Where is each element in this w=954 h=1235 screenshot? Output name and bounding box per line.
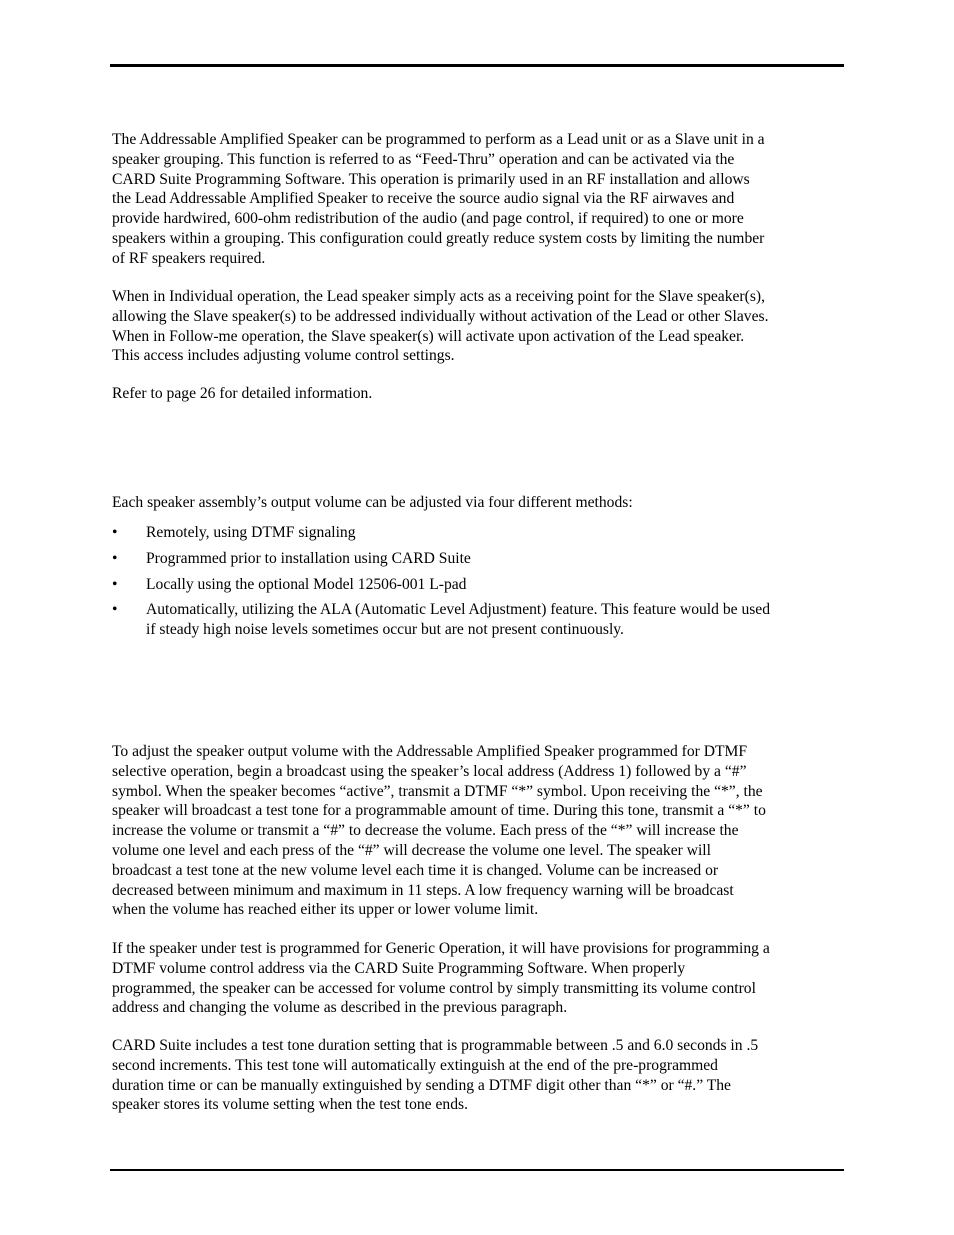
text-line: speaker grouping. This function is referred to as “Feed-Thru” operation and can be activated via the bbox=[112, 150, 735, 168]
individual-operation-paragraph bbox=[112, 287, 844, 366]
bullet-icon: • bbox=[112, 549, 118, 567]
list-item bbox=[112, 549, 844, 569]
text-line: The Addressable Amplified Speaker can be programmed to perform as a Lead unit or as a Slave unit in a bbox=[112, 131, 765, 148]
text-line: DTMF volume control address via the CARD Suite Programming Software. When properly bbox=[112, 959, 686, 977]
text-line: programmed, the speaker can be accessed for volume control by simply transmitting its volume control bbox=[112, 979, 756, 997]
dtmf-adjust-paragraph bbox=[112, 742, 844, 920]
text-line: Remotely, using DTMF signaling bbox=[146, 524, 356, 541]
text-line: Refer to page 26 for detailed information. bbox=[112, 385, 373, 402]
feed-thru-paragraph bbox=[112, 130, 844, 269]
text-line: volume one level and each press of the “#” will decrease the volume one level. The speaker will bbox=[112, 841, 711, 859]
generic-operation-paragraph bbox=[112, 939, 844, 1018]
text-line: speakers within a grouping. This configuration could greatly reduce system costs by limiting the number bbox=[112, 229, 765, 247]
footer-rule bbox=[110, 1169, 844, 1171]
text-line: CARD Suite Programming Software. This operation is primarily used in an RF installation and allows bbox=[112, 170, 750, 188]
text-line: When in Individual operation, the Lead speaker simply acts as a receiving point for the Slave speaker(s), bbox=[112, 288, 765, 305]
text-line: symbol. When the speaker becomes “active”, transmit a DTMF “*” symbol. Upon receiving the “*”, the bbox=[112, 782, 763, 800]
text-line: Programmed prior to installation using CARD Suite bbox=[146, 549, 471, 567]
list-item bbox=[112, 523, 844, 543]
text-line: broadcast a test tone at the new volume level each time it is changed. Volume can be increased or bbox=[112, 861, 719, 879]
text-line: Each speaker assembly’s output volume can be adjusted via four different methods: bbox=[112, 494, 633, 511]
list-item bbox=[112, 600, 844, 640]
bullet-icon: • bbox=[112, 601, 118, 619]
text-line: second increments. This test tone will automatically extinguish at the end of the pre-programmed bbox=[112, 1056, 718, 1074]
text-line: allowing the Slave speaker(s) to be addressed individually without activation of the Lead or other Slaves. bbox=[112, 307, 769, 325]
test-tone-paragraph bbox=[112, 1036, 844, 1115]
text-line: speaker stores its volume setting when the test tone ends. bbox=[112, 1096, 468, 1114]
volume-intro-paragraph bbox=[112, 493, 844, 513]
text-line: When in Follow-me operation, the Slave speaker(s) will activate upon activation of the Lead speaker. bbox=[112, 327, 745, 345]
text-line: CARD Suite includes a test tone duration setting that is programmable between .5 and 6.0 seconds in .5 bbox=[112, 1037, 759, 1054]
text-line: To adjust the speaker output volume with the Addressable Amplified Speaker programmed for DTMF bbox=[112, 743, 748, 760]
text-line: Automatically, utilizing the ALA (Automatic Level Adjustment) feature. This feature would be used bbox=[146, 601, 771, 619]
text-line: If the speaker under test is programmed for Generic Operation, it will have provisions for programming a bbox=[112, 940, 770, 957]
volume-methods-list bbox=[112, 523, 844, 646]
text-line: provide hardwired, 600-ohm redistribution of the audio (and page control, if required) to one or more bbox=[112, 210, 744, 228]
text-line: This access includes adjusting volume control settings. bbox=[112, 347, 455, 365]
header-rule bbox=[110, 64, 844, 67]
text-line: speaker will broadcast a test tone for a programmable amount of time. During this tone, transmit a “*” to bbox=[112, 802, 766, 820]
text-line: address and changing the volume as described in the previous paragraph. bbox=[112, 999, 568, 1017]
text-line: of RF speakers required. bbox=[112, 249, 266, 267]
text-line: duration time or can be manually extinguished by sending a DTMF digit other than “*” or “#.” The bbox=[112, 1076, 731, 1094]
text-line: if steady high noise levels sometimes occur but are not present continuously. bbox=[146, 621, 624, 639]
bullet-icon: • bbox=[112, 575, 118, 593]
list-item bbox=[112, 575, 844, 595]
text-line: when the volume has reached either its upper or lower volume limit. bbox=[112, 901, 539, 919]
text-line: increase the volume or transmit a “#” to decrease the volume. Each press of the “*” will increase the bbox=[112, 822, 739, 840]
text-line: selective operation, begin a broadcast using the speaker’s local address (Address 1) followed by a “#” bbox=[112, 762, 747, 780]
bullet-icon: • bbox=[112, 524, 118, 541]
text-line: the Lead Addressable Amplified Speaker to receive the source audio signal via the RF airwaves and bbox=[112, 190, 735, 208]
text-line: decreased between minimum and maximum in 11 steps. A low frequency warning will be broadcast bbox=[112, 881, 734, 899]
text-line: Locally using the optional Model 12506-001 L-pad bbox=[146, 575, 467, 593]
refer-paragraph bbox=[112, 384, 844, 404]
